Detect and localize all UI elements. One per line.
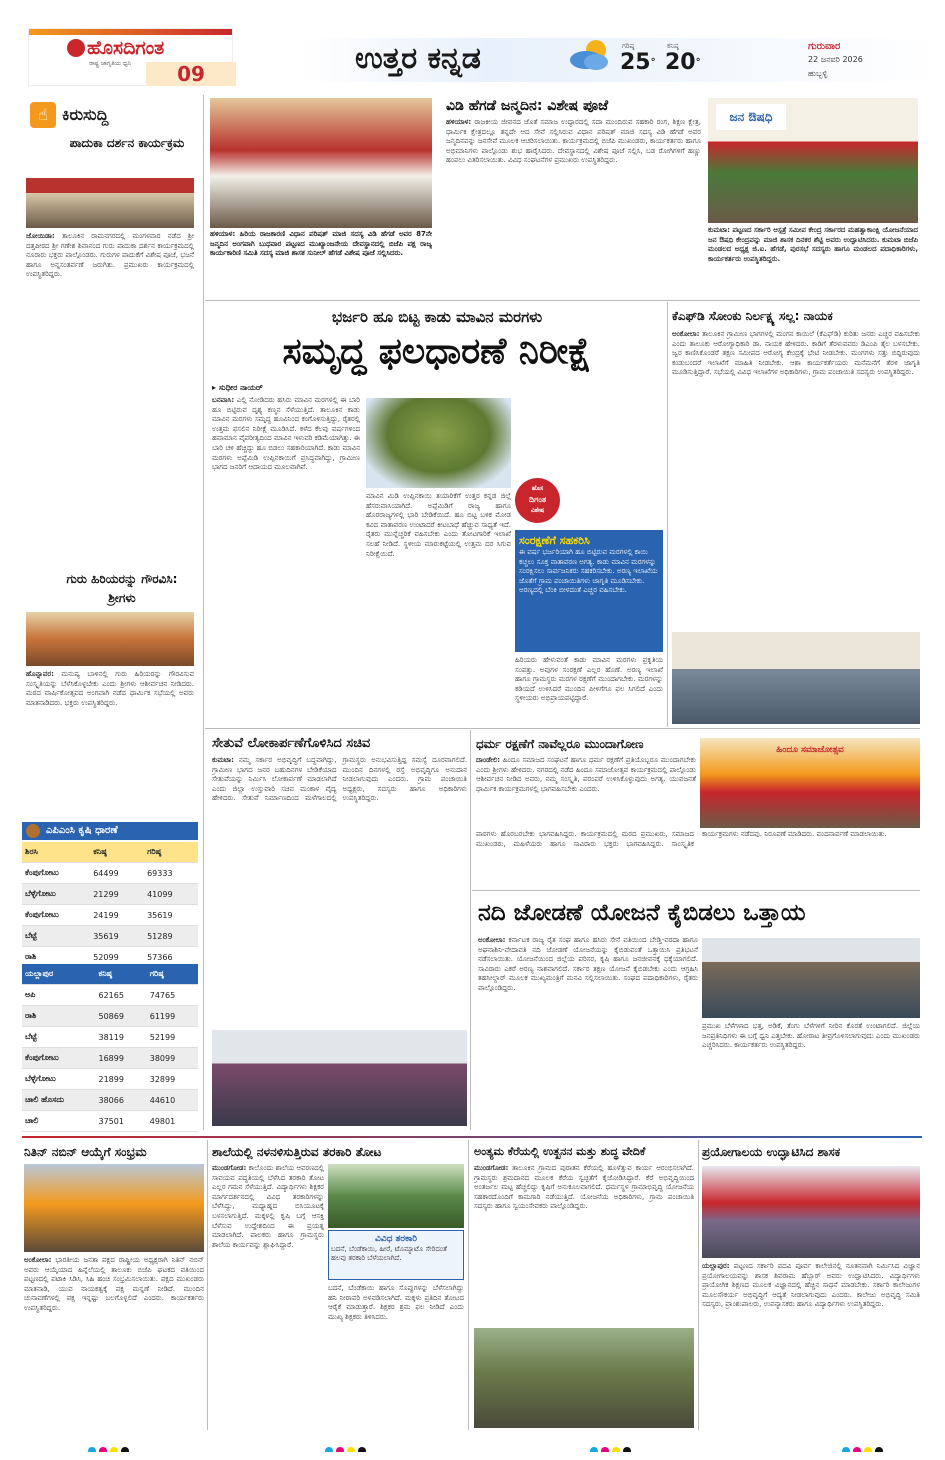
jan-aushadhi-caption <box>708 226 918 296</box>
market-cell-min: 16899 <box>96 1048 147 1069</box>
registration-marks <box>88 1440 148 1452</box>
paper-name: ಹೊಸದಿಗಂತ <box>87 37 165 59</box>
market-row <box>22 1111 198 1132</box>
col-place: ಯಲ್ಲಾಪುರ <box>22 964 96 985</box>
registration-marks <box>325 1440 385 1452</box>
mango-col3 <box>515 656 663 726</box>
market-table-sirsi <box>22 842 198 964</box>
story1-body <box>26 232 194 532</box>
market-title: ಎಪಿಎಂಸಿ ಕೃಷಿ ಧಾರಣೆ <box>46 825 118 836</box>
divider <box>22 1136 922 1138</box>
col-max: ಗರಿಷ್ಠ <box>147 964 198 985</box>
river-body-2 <box>702 1022 920 1126</box>
jan-aushadhi-banner: ಜನ ಔಷಧಿ <box>716 104 786 130</box>
story2-body <box>26 670 194 818</box>
temple-pooja-photo <box>210 98 432 228</box>
market-cell-max: 74765 <box>147 985 198 1006</box>
school-text-2: ಬದನೆ, ಬೆಂಡೆಕಾಯಿ ಹಾಗೂ ಸೊಪ್ಪುಗಳನ್ನು ಬೆಳೆಸಲಾಗಿದ್ದು ಹನಿ ನೀರಾವರಿ ಅಳವಡಿಸಲಾಗಿದೆ. ಮಕ್ಕಳು ಪ್ರತಿದಿನ ತೋಟದ ಆರೈಕೆ ಮಾಡುತ್ತಾರೆ. ಶಿಕ್ಷಕರ ಶ್ರಮ ಫಲ ನೀಡಿದೆ ಎಂದು ಮುಖ್ಯ ಶಿಕ್ಷಕರು ತಿಳಿಸಿದರು. <box>328 1284 464 1321</box>
story1-headline: ಪಾದುಕಾ ದರ್ಶನ ಕಾರ್ಯಕ್ರಮ <box>69 136 185 150</box>
black-dot <box>358 1447 366 1452</box>
page-number: 09 <box>146 62 236 86</box>
city-label: ಹುಬ್ಬಳ್ಳಿ <box>808 69 828 78</box>
mango-kicker: ಭರ್ಜರಿ ಹೂ ಬಿಟ್ಟ ಕಾಡು ಮಾವಿನ ಮರಗಳು <box>331 308 543 326</box>
market-header <box>22 822 198 840</box>
vegetables-box-text: ಬದನೆ, ಬೆಂಡೆಕಾಯಿ, ಹೀರೆ, ಟೊಮ್ಯಾಟೊ ಸೇರಿದಂತೆ ಹಲವು ತರಕಾರಿ ಬೆಳೆಯಲಾಗಿದೆ. <box>331 1245 447 1262</box>
hosadiganta-special-stamp <box>515 478 560 523</box>
market-cell-max: 51289 <box>144 926 198 947</box>
market-cell-max: 38099 <box>147 1048 198 1069</box>
market-cell-item: ರಾಶಿ <box>22 947 90 965</box>
min-temp-value: 20 <box>665 50 696 75</box>
divider <box>472 890 920 891</box>
cyan-dot <box>590 1447 598 1452</box>
market-cell-max: 35619 <box>144 905 198 926</box>
dharma-body <box>476 756 696 828</box>
school-text: ಕಾಲೊಂದು ಶಾಲೆಯ ಆವರಣದಲ್ಲಿ ಸಾವಯವ ಪದ್ಧತಿಯಲ್ಲಿ ಬೆಳೆಸಿದ ತರಕಾರಿ ತೋಟ ಎಲ್ಲರ ಗಮನ ಸೆಳೆಯುತ್ತಿದೆ. ವಿದ್ಯಾರ್ಥಿಗಳು ಶಿಕ್ಷಕರ ಮಾರ್ಗದರ್ಶನದಲ್ಲಿ ವಿವಿಧ ತರಕಾರಿಗಳನ್ನು ಬೆಳೆಸಿದ್ದು, ಮಧ್ಯಾಹ್ನದ ಬಿಸಿಯೂಟಕ್ಕೆ ಬಳಸಲಾಗುತ್ತಿದೆ. ಮಕ್ಕಳಲ್ಲಿ ಕೃಷಿ ಬಗ್ಗೆ ಆಸಕ್ತಿ ಬೆಳೆಸುವ ಉದ್ದೇಶದಿಂದ ಈ ಪ್ರಯತ್ನ ಮಾಡಲಾಗಿದೆ. ಪಾಲಕರು ಹಾಗೂ ಗ್ರಾಮಸ್ಥರು ಶಾಲೆಯ ಕಾರ್ಯವನ್ನು ಶ್ಲಾಘಿಸಿದ್ದಾರೆ. <box>212 1164 324 1249</box>
story2-headline: ಗುರು ಹಿರಿಯರನ್ನು ಗೌರವಿಸಿ: ಶ್ರೀಗಳು <box>66 572 178 605</box>
bridge-headline: ಸೇತುವೆ ಲೋಕಾರ್ಪಣೆಗೊಳಿಸಿದ ಸಚಿವ <box>212 736 371 751</box>
market-cell-min: 38119 <box>96 1027 147 1048</box>
divider <box>205 728 920 729</box>
school-garden-photo <box>328 1164 464 1228</box>
school-dateline: ಮುಂಡಗೋಡ: <box>212 1164 247 1172</box>
market-header-row <box>22 842 198 863</box>
kirusuddi-title: ಕಿರುಸುದ್ದಿ <box>62 105 109 124</box>
date-label: 22 ಜನವರಿ 2026 <box>808 55 863 64</box>
market-header-row <box>22 964 198 985</box>
col-place: ಶಿರಸಿ <box>22 842 90 863</box>
max-temp-degree: ° <box>650 57 656 68</box>
mango-tree-photo <box>366 398 511 488</box>
market-cell-item <box>22 1132 96 1133</box>
market-cell-min: 37501 <box>96 1111 147 1132</box>
vegetables-box <box>328 1230 464 1280</box>
pointing-hand-icon: ☝ <box>30 102 56 128</box>
market-cell-item: ರಾಶಿ <box>22 1006 96 1027</box>
mango-col3-text: ಹಿರಿಯರು ಹೇಳುವಂತೆ ಕಾಡು ಮಾವಿನ ಮರಗಳು ಪ್ರಕೃತಿಯ ಸಂಪತ್ತು. ಅವುಗಳ ಸಂರಕ್ಷಣೆ ಎಲ್ಲರ ಹೊಣೆ. ಅರಣ್ಯ ಇಲಾಖೆ ಹಾಗೂ ಗ್ರಾಮಸ್ಥರು ಮರಗಳ ರಕ್ಷಣೆಗೆ ಮುಂದಾಗಬೇಕು. ಮರಗಳನ್ನು ಕಡಿಯದೆ ಉಳಿಸಿದರೆ ಮುಂದಿನ ಪೀಳಿಗೆಗೂ ಫಲ ಸಿಗಲಿದೆ ಎಂದು ಸ್ಥಳೀಯರು ಅಭಿಪ್ರಾಯಪಟ್ಟಿದ್ದಾರೆ. <box>515 656 663 703</box>
paper-tagline: ರಾಷ್ಟ್ರ ಜಾಗೃತಿಯ ಧ್ವನಿ <box>89 60 132 67</box>
day-label: ಗುರುವಾರ <box>808 41 841 52</box>
market-cell-item: ಕೆಂಪುಗೋಟು <box>22 1048 96 1069</box>
market-cell-item: ಬೆಳ್ಳೆಗೋಟು <box>22 1069 96 1090</box>
market-cell-item: ಬೆಟ್ಟೆ <box>22 1027 96 1048</box>
market-cell-max: 44610 <box>147 1090 198 1111</box>
river-protest-photo <box>702 938 920 1018</box>
market-cell-min: 50869 <box>96 1006 147 1027</box>
divider <box>207 1140 208 1430</box>
vd-body <box>446 118 701 296</box>
nitin-body <box>24 1256 204 1424</box>
vd-dateline: ಹಳಿಯಾಳ: <box>446 118 472 126</box>
lake-work-photo <box>474 1328 694 1428</box>
registration-marks <box>590 1440 650 1452</box>
weather-partly-cloudy-icon <box>566 34 614 74</box>
nitin-text: ಭಾರತೀಯ ಜನತಾ ಪಕ್ಷದ ರಾಷ್ಟ್ರೀಯ ಅಧ್ಯಕ್ಷರಾಗಿ ನಿತಿನ್ ನಬಿನ್ ಅವರು ಆಯ್ಕೆಯಾದ ಹಿನ್ನೆಲೆಯಲ್ಲಿ ತಾಲೂಕು ಬಿಜೆಪಿ ಘಟಕದ ವತಿಯಿಂದ ಪಟ್ಟಣದಲ್ಲಿ ಪಟಾಕಿ ಸಿಡಿಸಿ, ಸಿಹಿ ಹಂಚಿ ಸಂಭ್ರಮಿಸಲಾಯಿತು. ಪಕ್ಷದ ಮುಖಂಡರು ಮಾತನಾಡಿ, ಯುವ ನಾಯಕತ್ವಕ್ಕೆ ಪಕ್ಷ ಮನ್ನಣೆ ನೀಡಿದೆ. ಮುಂದಿನ ಚುನಾವಣೆಗಳಲ್ಲಿ ಪಕ್ಷ ಇನ್ನಷ್ಟು ಬಲಗೊಳ್ಳಲಿದೆ ಎಂದರು. ಕಾರ್ಯಕರ್ತರು ಉಪಸ್ಥಿತರಿದ್ದರು. <box>24 1256 204 1312</box>
conservation-box <box>515 530 663 652</box>
kfd-meeting-photo <box>672 632 920 724</box>
story2-text: ಮನುಷ್ಯ ಬಾಳಿನಲ್ಲಿ ಗುರು ಹಿರಿಯರನ್ನು ಗೌರವಿಸುವ ಸಂಸ್ಕೃತಿಯನ್ನು ಬೆಳೆಸಿಕೊಳ್ಳಬೇಕು ಎಂದು ಶ್ರೀಗಳು ಆಶೀರ್ವಚನ ನೀಡಿದರು. ಮಠದ ವಾರ್ಷಿಕೋತ್ಸವದ ಅಂಗವಾಗಿ ನಡೆದ ಧಾರ್ಮಿಕ ಸಭೆಯಲ್ಲಿ ಅವರು ಮಾತನಾಡಿದರು. ಭಕ್ತರು ಉಪಸ್ಥಿತರಿದ್ದರು. <box>26 670 194 707</box>
lake-headline: ಅಂತ್ಯಮ ಕೆರೆಯಲ್ಲಿ ಉತ್ಖನನ ಮತ್ತು ಶುದ್ಧ ವೇದಿಕೆ <box>474 1145 646 1158</box>
kfd-headline: ಕೆಎಫ್‌ಡಿ ಸೋಂಕು ನಿರ್ಲಕ್ಷ್ಯ ಸಲ್ಲ: ನಾಯಕ <box>672 309 833 323</box>
dharma-dateline: ದಾಂಡೇಲಿ: <box>476 756 501 764</box>
max-temp-value: 25 <box>620 50 651 75</box>
byline-text: ಸುಧೀರ ನಾಯರ್ <box>218 383 263 392</box>
market-cell-min <box>96 1132 147 1133</box>
lab-text: ಪಟ್ಟಣದ ಸರ್ಕಾರಿ ಪದವಿ ಪೂರ್ವ ಕಾಲೇಜಿನಲ್ಲಿ ನೂತನವಾಗಿ ನಿರ್ಮಿಸಿದ ವಿಜ್ಞಾನ ಪ್ರಯೋಗಾಲಯವನ್ನು ಶಾಸಕ ಶಿವರಾಮ ಹೆಬ್ಬಾರ್ ಅವರು ಉದ್ಘಾಟಿಸಿದರು. ವಿದ್ಯಾರ್ಥಿಗಳು ಪ್ರಾಯೋಗಿಕ ಶಿಕ್ಷಣದ ಮೂಲಕ ವಿಜ್ಞಾನದಲ್ಲಿ ಹೆಚ್ಚಿನ ಸಾಧನೆ ಮಾಡಬೇಕು. ಸರ್ಕಾರಿ ಕಾಲೇಜುಗಳ ಮೂಲಸೌಕರ್ಯ ಅಭಿವೃದ್ಧಿಗೆ ಆದ್ಯತೆ ನೀಡಲಾಗುವುದು ಎಂದರು. ಕಾಲೇಜು ಅಭಿವೃದ್ಧಿ ಸಮಿತಿ ಸದಸ್ಯರು, ಪ್ರಾಂಶುಪಾಲರು, ಉಪನ್ಯಾಸಕರು ಹಾಗೂ ವಿದ್ಯಾರ್ಥಿಗಳು ಉಪಸ್ಥಿತರಿದ್ದರು. <box>702 1262 920 1309</box>
market-cell-min: 62165 <box>96 985 147 1006</box>
market-row <box>22 1027 198 1048</box>
mango-byline <box>212 382 362 394</box>
market-cell-min: 38066 <box>96 1090 147 1111</box>
kfd-dateline: ಅಂಕೋಲಾ: <box>672 330 700 338</box>
market-cell-max: 52199 <box>147 1027 198 1048</box>
divider <box>203 95 204 1130</box>
river-dateline: ಅಂಕೋಲಾ: <box>478 936 506 944</box>
cyan-dot <box>88 1447 96 1452</box>
caption-dateline: ಹಳಿಯಾಳ: <box>210 230 236 238</box>
stamp-top-text: ಹೊಸ <box>531 485 544 492</box>
school-body <box>212 1164 324 1426</box>
market-cell-item: ಚಾಲಿ <box>22 1111 96 1132</box>
yellow-dot <box>612 1447 620 1452</box>
lake-body <box>474 1164 694 1324</box>
mango-col1-text: ಎಲ್ಲಿ ನೋಡಿದರು ಹಸಿರು ಮಾವಿನ ಮರಗಳಲ್ಲಿ ಈ ಬಾರಿ ಹೂ ಬಿಟ್ಟಿರುವ ದೃಶ್ಯ ಕಣ್ಮನ ಸೆಳೆಯುತ್ತಿದೆ. ತಾಲೂಕಿನ ಕಾಡು ಮಾವಿನ ಮರಗಳು ಸಮೃದ್ಧ ಹೂವಿನಿಂದ ಕಂಗೊಳಿಸುತ್ತಿದ್ದು, ರೈತರಲ್ಲಿ ಉತ್ತಮ ಫಸಲಿನ ನಿರೀಕ್ಷೆ ಮೂಡಿಸಿದೆ. ಕಳೆದ ಕೆಲವು ವರ್ಷಗಳಿಂದ ಹವಾಮಾನ ವೈಪರೀತ್ಯದಿಂದ ಮಾವಿನ ಇಳುವರಿ ಕಡಿಮೆಯಾಗಿತ್ತು. ಈ ಬಾರಿ ಚಳಿ ಹೆಚ್ಚಿದ್ದು ಹೂ ಬಿಡಲು ಸಹಕಾರಿಯಾಗಿದೆ. ಕಾಡು ಮಾವಿನ ಮರಗಳು ಅಪ್ಪೆಮಿಡಿ ಉಪ್ಪಿನಕಾಯಿಗೆ ಪ್ರಸಿದ್ಧವಾಗಿದ್ದು, ಗ್ರಾಮೀಣ ಭಾಗದ ಜನರಿಗೆ ಆದಾಯದ ಮೂಲವಾಗಿವೆ. <box>212 396 360 472</box>
min-temp-degree: ° <box>695 57 701 68</box>
nitin-headline: ನಿತಿನ್ ನಬಿನ್ ಆಯ್ಕೆಗೆ ಸಂಭ್ರಮ <box>24 1145 147 1159</box>
dharma-text-2: ಪಾಠಗಳು ಹೊರಬರಬೇಕು ಭಾಗವಹಿಸಿದ್ದರು. ಕಾರ್ಯಕ್ರಮದಲ್ಲಿ ಮಠದ ಪ್ರಮುಖರು, ಸಮಾಜದ ಮುಖಂಡರು, ಮಹಿಳೆಯರು ಹಾಗೂ ಸಾವಿರಾರು ಭಕ್ತರು ಭಾಗವಹಿಸಿದ್ದರು. ಸಾಂಸ್ಕೃತಿಕ ಕಾರ್ಯಕ್ರಮಗಳು ನಡೆದವು. ನಿರೂಪಣೆ ಮಾಡಿದರು. ವಂದನಾರ್ಪಣೆ ಮಾಡಲಾಯಿತು. <box>476 830 887 848</box>
divider <box>667 302 668 727</box>
story2-dateline: ಹೊನ್ನಾವರ: <box>26 670 54 678</box>
market-cell-item: ಕೆಂಪುಗೋಟು <box>22 863 90 884</box>
black-dot <box>875 1447 883 1452</box>
market-row <box>22 1132 198 1133</box>
market-table-yellapur <box>22 964 198 1132</box>
hindu-samajotsava-photo <box>700 738 920 828</box>
mango-dateline: ಬನವಾಸಿ: <box>212 396 235 404</box>
dharma-headline: ಧರ್ಮ ರಕ್ಷಣೆಗೆ ನಾವೆಲ್ಲರೂ ಮುಂದಾಗೋಣ <box>476 737 644 751</box>
market-cell-min: 21899 <box>96 1069 147 1090</box>
lake-text: ತಾಲೂಕಿನ ಗ್ರಾಮದ ಪುರಾತನ ಕೆರೆಯಲ್ಲಿ ಹೂಳೆತ್ತುವ ಕಾರ್ಯ ಆರಂಭಿಸಲಾಗಿದೆ. ಗ್ರಾಮಸ್ಥರು ಶ್ರಮದಾನದ ಮೂಲಕ ಕೆರೆಯ ಸ್ವಚ್ಛತೆಗೆ ಕೈಜೋಡಿಸಿದ್ದಾರೆ. ಕೆರೆ ಅಭಿವೃದ್ಧಿಯಿಂದ ಅಂತರ್ಜಲ ಮಟ್ಟ ಹೆಚ್ಚಲಿದ್ದು ಕೃಷಿಗೆ ಅನುಕೂಲವಾಗಲಿದೆ. ಧರ್ಮಸ್ಥಳ ಗ್ರಾಮಾಭಿವೃದ್ಧಿ ಯೋಜನೆಯ ಸಹಕಾರದೊಂದಿಗೆ ಕಾಮಗಾರಿ ನಡೆಯುತ್ತಿದೆ. ಯೋಜನೆಯ ಅಧಿಕಾರಿಗಳು, ಗ್ರಾಮ ಪಂಚಾಯಿತಿ ಸದಸ್ಯರು ಹಾಗೂ ಸ್ವಯಂಸೇವಕರು ಪಾಲ್ಗೊಂಡಿದ್ದರು. <box>474 1164 694 1211</box>
lake-dateline: ಮುಂಡಗೋಡ: <box>474 1164 509 1172</box>
market-cell-max: 32899 <box>147 1069 198 1090</box>
market-cell-max: 57366 <box>144 947 198 965</box>
market-cell-min: 35619 <box>90 926 144 947</box>
kfd-body <box>672 330 920 630</box>
mango-col2 <box>366 492 511 726</box>
market-row <box>22 1006 198 1027</box>
market-cell-item: ಕೆಂಪುಗೋಟು <box>22 905 90 926</box>
conservation-box-title: ಸಂರಕ್ಷಣೆಗೆ ಸಹಕರಿಸಿ <box>519 534 590 547</box>
edition-name: ಉತ್ತರ ಕನ್ನಡ <box>355 41 481 76</box>
story1-dateline: ಜೋಯಿಡಾ: <box>26 232 55 240</box>
market-rates <box>22 822 198 1132</box>
areca-nut-icon <box>26 824 40 838</box>
school-headline: ಶಾಲೆಯಲ್ಲಿ ನಳನಳಿಸುತ್ತಿರುವ ತರಕಾರಿ ತೋಟ <box>212 1145 382 1159</box>
max-temp-label: ಗರಿಷ್ಠ <box>622 42 635 50</box>
market-cell-max: 49801 <box>147 1111 198 1132</box>
mango-headline: ಸಮೃದ್ಧ ಫಲಧಾರಣೆ ನಿರೀಕ್ಷೆ <box>282 331 592 372</box>
market-row <box>22 947 198 965</box>
river-text-2: ಪ್ರಮುಖ ಬೆಳೆಗಳಾದ ಭತ್ತ, ಅಡಿಕೆ, ತೆಂಗು ಬೆಳೆಗಳಿಗೆ ನೀರಿನ ಕೊರತೆ ಉಂಟಾಗಲಿದೆ. ಜಿಲ್ಲೆಯ ಜನಪ್ರತಿನಿಧಿಗಳು ಈ ಬಗ್ಗೆ ಧ್ವನಿ ಎತ್ತಬೇಕು. ಹೋರಾಟ ತೀವ್ರಗೊಳಿಸಲಾಗುವುದು ಎಂದು ಮುಖಂಡರು ಎಚ್ಚರಿಸಿದರು. ಕಾರ್ಯಕರ್ತರು ಉಪಸ್ಥಿತರಿದ್ದರು. <box>702 1022 920 1050</box>
story2-photo <box>26 612 194 666</box>
kirusuddi-section <box>22 100 198 820</box>
market-row <box>22 1090 198 1111</box>
min-temp <box>665 50 705 76</box>
conservation-box-text: ಈ ವರ್ಷ ಭರ್ಜರಿಯಾಗಿ ಹೂ ಬಿಟ್ಟಿರುವ ಮರಗಳಲ್ಲಿ ಕಾಯಿ ಕಚ್ಚಲು ಸೂಕ್ತ ವಾತಾವರಣ ಅಗತ್ಯ. ಕಾಡು ಮಾವಿನ ಮರಗಳನ್ನು ಸಂರಕ್ಷಿಸಲು ಸಾರ್ವಜನಿಕರು ಸಹಕರಿಸಬೇಕು. ಅರಣ್ಯ ಇಲಾಖೆಯ ಜೊತೆಗೆ ಗ್ರಾಮ ಪಂಚಾಯಿತಿಗಳು ಜಾಗೃತಿ ಮೂಡಿಸಬೇಕು. ಅರಣ್ಯದಲ್ಲಿ ಬೆಂಕಿ ಬೀಳದಂತೆ ಎಚ್ಚರ ವಹಿಸಬೇಕು. <box>519 548 658 595</box>
market-row <box>22 1069 198 1090</box>
magenta-dot <box>336 1447 344 1452</box>
dharma-text: ಹಿಂದೂ ಸಮಾಜದ ಸಂಘಟನೆ ಹಾಗೂ ಧರ್ಮ ರಕ್ಷಣೆಗೆ ಪ್ರತಿಯೊಬ್ಬರೂ ಮುಂದಾಗಬೇಕು ಎಂದು ಶ್ರೀಗಳು ಹೇಳಿದರು. ನಗರದಲ್ಲಿ ನಡೆದ ಹಿಂದೂ ಸಮಾಜೋತ್ಸವ ಕಾರ್ಯಕ್ರಮದಲ್ಲಿ ಪಾಲ್ಗೊಂಡು ಆಶೀರ್ವಚನ ನೀಡಿದ ಅವರು, ನಮ್ಮ ಸಂಸ್ಕೃತಿ, ಪರಂಪರೆ ಉಳಿಸಿಕೊಳ್ಳುವುದು ಅಗತ್ಯ. ಯುವಜನತೆ ಧಾರ್ಮಿಕ ಕಾರ್ಯಕ್ರಮಗಳಲ್ಲಿ ಭಾಗವಹಿಸಬೇಕು ಎಂದರು. <box>476 756 696 793</box>
divider <box>470 730 471 1130</box>
river-headline: ನದಿ ಜೋಡಣೆ ಯೋಜನೆ ಕೈಬಿಡಲು ಒತ್ತಾಯ <box>478 900 806 926</box>
yellow-dot <box>110 1447 118 1452</box>
market-cell-max: 69333 <box>144 863 198 884</box>
magenta-dot <box>99 1447 107 1452</box>
kirusuddi-header <box>22 100 198 130</box>
market-cell-min: 24199 <box>90 905 144 926</box>
market-row <box>22 884 198 905</box>
divider <box>698 1140 699 1430</box>
bridge-inauguration-photo <box>212 1030 467 1126</box>
story1-text: ತಾಲೂಕಿನ ರಾಮನಗರದಲ್ಲಿ ಮಂಗಳವಾರ ನಡೆದ ಶ್ರೀ ದತ್ತಪೀಠದ ಶ್ರೀ ಗಣೇಶ ಶಿವಾನಂದ ಗುರು ಪಾದುಕಾ ದರ್ಶನ ಕಾರ್ಯಕ್ರಮದಲ್ಲಿ ನೂರಾರು ಭಕ್ತರು ಪಾಲ್ಗೊಂಡರು. ಗುರುಗಳ ಪಾದುಕೆಗೆ ವಿಶೇಷ ಪೂಜೆ, ಭಜನೆ ಹಾಗೂ ಅನ್ನಸಂತರ್ಪಣೆ ಜರುಗಿತು. ಪ್ರಮುಖರು ಕಾರ್ಯಕ್ರಮದಲ್ಲಿ ಉಪಸ್ಥಿತರಿದ್ದರು. <box>26 232 194 279</box>
market-row <box>22 905 198 926</box>
market-cell-max: 61199 <box>147 1006 198 1027</box>
lab-inauguration-photo <box>702 1166 920 1258</box>
byline-arrow-icon: ▸ <box>212 383 217 392</box>
jan-caption-text: ಪಟ್ಟಣದ ಸರ್ಕಾರಿ ಆಸ್ಪತ್ರೆ ಸಮೀಪ ಕೇಂದ್ರ ಸರ್ಕಾರದ ಮಹತ್ವಾಕಾಂಕ್ಷಿ ಯೋಜನೆಯಾದ ಜನ ಔಷಧಿ ಕೇಂದ್ರವನ್ನು ಮಾಜಿ ಶಾಸಕ ದಿನಕರ ಶೆಟ್ಟಿ ಅವರು ಉದ್ಘಾಟಿಸಿದರು. ಕುಮಟಾ ಬಿಜೆಪಿ ಮಂಡಲದ ಅಧ್ಯಕ್ಷ ಜಿ.ಐ. ಹೆಗಡೆ, ಪುರಸಭೆ ಸದಸ್ಯರು ಹಾಗೂ ಮಂಡಲದ ಪದಾಧಿಕಾರಿಗಳು, ಕಾರ್ಯಕರ್ತರು ಉಪಸ್ಥಿತರಿದ್ದರು. <box>708 226 918 263</box>
market-cell-max <box>147 1132 198 1133</box>
market-cell-item: ಬೆಳ್ಳೆಗೋಟು <box>22 884 90 905</box>
cyan-dot <box>325 1447 333 1452</box>
vegetables-box-title: ವಿವಿಧ ತರಕಾರಿ <box>374 1234 418 1244</box>
mango-col2-text: ಮಾವಿನ ಮಿಡಿ ಉಪ್ಪಿನಕಾಯಿ ತಯಾರಿಕೆಗೆ ಉತ್ತರ ಕನ್ನಡ ಜಿಲ್ಲೆ ಹೆಸರುವಾಸಿಯಾಗಿದೆ. ಅಪ್ಪೆಮಿಡಿಗೆ ರಾಜ್ಯ ಹಾಗೂ ಹೊರರಾಜ್ಯಗಳಲ್ಲಿ ಭಾರಿ ಬೇಡಿಕೆಯಿದೆ. ಹೂ ಬಿಟ್ಟ ಬಳಿಕ ಮೋಡ ಕವಿದ ವಾತಾವರಣ ಉಂಟಾದರೆ ಕೀಟಬಾಧೆ ಹೆಚ್ಚುವ ಸಾಧ್ಯತೆ ಇದೆ. ರೈತರು ಮುನ್ನೆಚ್ಚರಿಕೆ ವಹಿಸಬೇಕು ಎಂದು ತೋಟಗಾರಿಕೆ ಇಲಾಖೆ ಸಲಹೆ ನೀಡಿದೆ. ಸ್ಥಳೀಯ ಮಾರುಕಟ್ಟೆಯಲ್ಲಿ ಉತ್ತಮ ದರ ಸಿಗುವ ನಿರೀಕ್ಷೆಯಿದೆ. <box>366 492 511 558</box>
nitin-dateline: ಅಂಕೋಲಾ: <box>24 1256 52 1264</box>
bridge-text: ನಮ್ಮ ಸರ್ಕಾರ ಅಭಿವೃದ್ಧಿಗೆ ಬದ್ಧವಾಗಿದ್ದು, ಗ್ರಾಮೀಣ ಭಾಗದ ಜನರ ಬಹುದಿನಗಳ ಬೇಡಿಕೆಯಾದ ಸೇತುವೆಯನ್ನು ನಿರ್ಮಿಸಿ ಲೋಕಾರ್ಪಣೆ ಮಾಡಲಾಗಿದೆ ಎಂದು ಜಿಲ್ಲಾ ಉಸ್ತುವಾರಿ ಸಚಿವ ಮಂಕಾಳ ವೈದ್ಯ ಹೇಳಿದರು. ಸೇತುವೆ ನಿರ್ಮಾಣದಿಂದ ಮಳೆಗಾಲದಲ್ಲಿ ಗ್ರಾಮಸ್ಥರು ಅನುಭವಿಸುತ್ತಿದ್ದ ಸಮಸ್ಯೆ ದೂರವಾಗಲಿದೆ. ಮುಂದಿನ ದಿನಗಳಲ್ಲಿ ರಸ್ತೆ ಅಭಿವೃದ್ಧಿಗೂ ಅನುದಾನ ನೀಡಲಾಗುವುದು ಎಂದರು. ಗ್ರಾಮ ಪಂಚಾಯಿತಿ ಅಧ್ಯಕ್ಷರು, ಸದಸ್ಯರು ಹಾಗೂ ಅಧಿಕಾರಿಗಳು ಉಪಸ್ಥಿತರಿದ್ದರು. <box>212 756 467 803</box>
river-body <box>478 936 698 1126</box>
logo-emblem-icon <box>67 39 85 57</box>
market-cell-max: 41099 <box>144 884 198 905</box>
market-cell-min: 52099 <box>90 947 144 965</box>
caption-text: ಹಿರಿಯ ರಾಜಕಾರಣಿ ವಿಧಾನ ಪರಿಷತ್ ಮಾಜಿ ಸದಸ್ಯ ವಿಡಿ ಹೆಗಡೆ ಅವರ 87ನೇ ಜನ್ಮದಿನ ಅಂಗವಾಗಿ ಬುಧವಾರ ಪಟ್ಟಣದ ಮುಖ್ಯಾಂಜನೇಯ ದೇವಸ್ಥಾನದಲ್ಲಿ ಬಿಜೆಪಿ ಪಕ್ಷ ರಾಜ್ಯ ಕಾರ್ಯಕಾರಿಣಿ ಸಮಿತಿ ಸದಸ್ಯ ಮಾಜಿ ಶಾಸಕ ಸುನೀಲ್ ಹೆಗಡೆ ವಿಶೇಷ ಪೂಜೆ ಸಲ್ಲಿಸಿದರು. <box>210 230 432 258</box>
dharma-body-2 <box>476 830 920 885</box>
lab-dateline: ಯಲ್ಲಾಪುರ: <box>702 1262 730 1270</box>
divider <box>468 1140 469 1430</box>
col-min: ಕನಿಷ್ಠ <box>90 842 144 863</box>
vd-headline: ವಿಡಿ ಹೆಗಡೆ ಜನ್ಮದಿನ: ವಿಶೇಷ ಪೂಜೆ <box>446 98 609 114</box>
magenta-dot <box>853 1447 861 1452</box>
masthead <box>0 0 945 88</box>
market-row <box>22 1048 198 1069</box>
yellow-dot <box>347 1447 355 1452</box>
temple-photo-caption <box>210 230 432 290</box>
market-cell-min: 21299 <box>90 884 144 905</box>
lab-body <box>702 1262 920 1426</box>
cyan-dot <box>842 1447 850 1452</box>
market-cell-item: ಚಾಲಿ ಹೊಸದು <box>22 1090 96 1111</box>
vd-text: ರಾಜಕೀಯ ಜೀವನದ ಜೊತೆ ಸಮಾಜ ಉದ್ಧಾರದಲ್ಲಿ ಸದಾ ಮುಂದಿರುವ ಸಹಕಾರಿ ರಂಗ, ಶಿಕ್ಷಣ ಕ್ಷೇತ್ರ, ಧಾರ್ಮಿಕ ಕ್ಷೇತ್ರದಲ್ಲೂ ತನ್ನದೇ ಆದ ಸೇವೆ ಸಲ್ಲಿಸಿರುವ ವಿಧಾನ ಪರಿಷತ್ ಮಾಜಿ ಸದಸ್ಯ ವಿಡಿ ಹೆಗಡೆ ಅವರ ಜನ್ಮದಿನವನ್ನು ಜನಸೇವೆ ಮೂಲಕ ಆಚರಿಸಲಾಯಿತು. ಕಾರ್ಯಕ್ರಮದಲ್ಲಿ ಬಿಜೆಪಿ ಮುಖಂಡರು, ಕಾರ್ಯಕರ್ತರು ಹಾಗೂ ಅಭಿಮಾನಿಗಳು ಪಾಲ್ಗೊಂಡು ಶುಭ ಹಾರೈಸಿದರು. ದೇವಸ್ಥಾನದಲ್ಲಿ ವಿಶೇಷ ಪೂಜೆ ಸಲ್ಲಿಸಿ, ಬಡ ರೋಗಿಗಳಿಗೆ ಹಣ್ಣು ಹಂಪಲು ವಿತರಿಸಲಾಯಿತು. ವಿವಿಧ ಸಂಘಟನೆಗಳ ಪ್ರಮುಖರು ಉಪಸ್ಥಿತರಿದ್ದರು. <box>446 118 701 165</box>
school-body-2 <box>328 1284 464 1426</box>
market-row <box>22 926 198 947</box>
bridge-body <box>212 756 467 1026</box>
stamp-mid-text: ದಿಗಂತ <box>528 495 547 504</box>
jan-caption-dateline: ಕುಮಟಾ: <box>708 226 730 234</box>
river-text: ಕರ್ನಾಟಕ ರಾಜ್ಯ ರೈತ ಸಂಘ ಹಾಗೂ ಹಸಿರು ಸೇನೆ ವತಿಯಿಂದ ಬೇಡ್ತಿ-ವರದಾ ಹಾಗೂ ಅಘನಾಶಿನಿ-ವೇದಾವತಿ ನದಿ ಜೋಡಣೆ ಯೋಜನೆಯನ್ನು ಕೈಬಿಡುವಂತೆ ಒತ್ತಾಯಿಸಿ ಪ್ರತಿಭಟನೆ ನಡೆಸಲಾಯಿತು. ಯೋಜನೆಯಿಂದ ಜಿಲ್ಲೆಯ ಪರಿಸರ, ಕೃಷಿ ಹಾಗೂ ಜನಜೀವನಕ್ಕೆ ಧಕ್ಕೆಯಾಗಲಿದೆ. ಸಾವಿರಾರು ಎಕರೆ ಅರಣ್ಯ ನಾಶವಾಗಲಿದೆ. ಸರ್ಕಾರ ತಕ್ಷಣ ಯೋಜನೆ ಕೈಬಿಡಬೇಕು ಎಂದು ಆಗ್ರಹಿಸಿ ತಹಸೀಲ್ದಾರ್ ಮೂಲಕ ಮುಖ್ಯಮಂತ್ರಿಗೆ ಮನವಿ ಸಲ್ಲಿಸಲಾಯಿತು. ಸಂಘದ ಪದಾಧಿಕಾರಿಗಳು, ರೈತರು ಪಾಲ್ಗೊಂಡಿದ್ದರು. <box>478 936 698 992</box>
col-max: ಗರಿಷ್ಠ <box>144 842 198 863</box>
mango-col1 <box>212 396 360 726</box>
market-row <box>22 985 198 1006</box>
divider <box>205 300 920 301</box>
registration-marks <box>842 1440 902 1452</box>
market-row <box>22 863 198 884</box>
stamp-bottom-text: ವಿಶೇಷ <box>530 507 545 514</box>
market-cell-item: ಅಪಿ <box>22 985 96 1006</box>
bridge-dateline: ಕುಮಟಾ: <box>212 756 234 764</box>
lab-headline: ಪ್ರಯೋಗಾಲಯ ಉದ್ಘಾಟಿಸಿದ ಶಾಸಕ <box>702 1145 841 1159</box>
market-cell-min: 64499 <box>90 863 144 884</box>
max-temp <box>620 50 660 76</box>
black-dot <box>623 1447 631 1452</box>
kfd-text: ತಾಲೂಕಿನ ಗ್ರಾಮೀಣ ಭಾಗಗಳಲ್ಲಿ ಮಂಗನ ಕಾಯಿಲೆ (ಕೆಎಫ್‌ಡಿ) ಕುರಿತು ಜನರು ಎಚ್ಚರ ವಹಿಸಬೇಕು ಎಂದು ತಾಲೂಕು ಆರೋಗ್ಯಾಧಿಕಾರಿ ಡಾ. ನಾಯಕ ಹೇಳಿದರು. ಕಾಡಿಗೆ ತೆರಳುವವರು ಡಿಎಂಪಿ ತೈಲ ಬಳಸಬೇಕು. ಜ್ವರ ಕಾಣಿಸಿಕೊಂಡರೆ ತಕ್ಷಣ ಸಮೀಪದ ಆರೋಗ್ಯ ಕೇಂದ್ರಕ್ಕೆ ಭೇಟಿ ನೀಡಬೇಕು. ಮಂಗಗಳು ಸತ್ತು ಬಿದ್ದಿರುವುದು ಕಂಡುಬಂದರೆ ಇಲಾಖೆಗೆ ಮಾಹಿತಿ ನೀಡಬೇಕು. ಆಶಾ ಕಾರ್ಯಕರ್ತೆಯರು ಮನೆಮನೆಗೆ ತೆರಳಿ ಜಾಗೃತಿ ಮೂಡಿಸುತ್ತಿದ್ದಾರೆ. ಸಭೆಯಲ್ಲಿ ವಿವಿಧ ಇಲಾಖೆಗಳ ಅಧಿಕಾರಿಗಳು, ಗ್ರಾಮ ಪಂಚಾಯಿತಿ ಸದಸ್ಯರು ಉಪಸ್ಥಿತರಿದ್ದರು. <box>672 330 920 377</box>
samajotsava-banner: ಹಿಂದೂ ಸಮಾಜೋತ್ಸವ <box>776 745 844 755</box>
market-cell-item: ಬೆಟ್ಟೆ <box>22 926 90 947</box>
yellow-dot <box>864 1447 872 1452</box>
magenta-dot <box>601 1447 609 1452</box>
col-min: ಕನಿಷ್ಠ <box>96 964 147 985</box>
nitin-celebration-photo <box>24 1164 204 1252</box>
min-temp-label: ಕನಿಷ್ಠ <box>667 42 679 50</box>
jan-aushadhi-photo <box>708 98 918 223</box>
story1-photo <box>26 178 194 228</box>
black-dot <box>121 1447 129 1452</box>
